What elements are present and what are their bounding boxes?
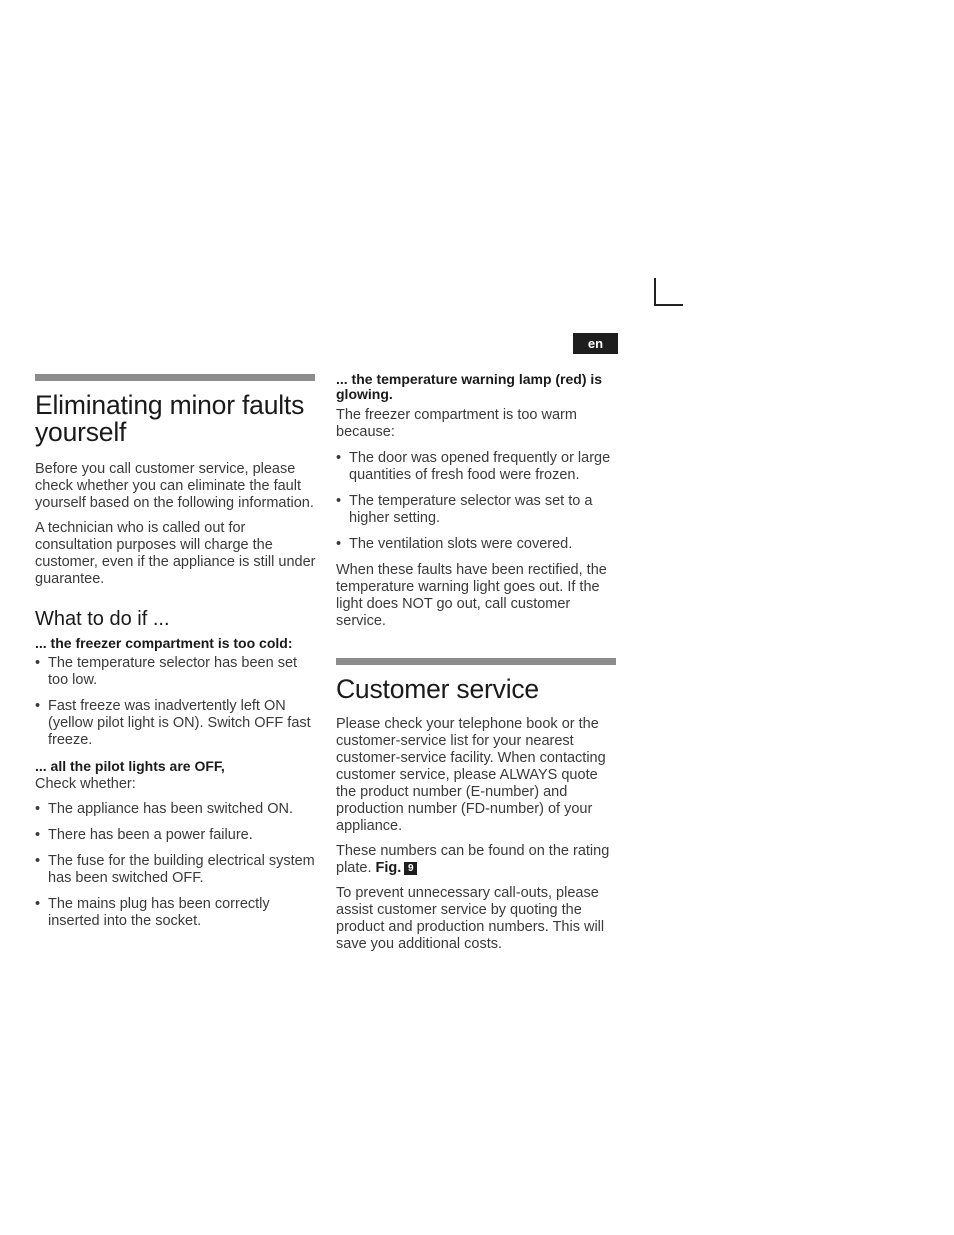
list-item: • There has been a power failure. bbox=[35, 827, 318, 844]
warning-lamp-list bbox=[336, 450, 618, 553]
list-item: • The door was opened frequently or large quantities of fresh food were frozen. bbox=[336, 450, 618, 484]
intro-paragraph-1: Before you call customer service, please check whether you can eliminate the fault yourself based on the following information. bbox=[35, 461, 314, 511]
customer-service-paragraph-1: Please check your telephone book or the customer-service list for your nearest customer-service facility. When contacting customer service, please ALWAYS quote the product number (E-number) and production number (FD-number) of your appliance. bbox=[336, 716, 606, 834]
section-rule bbox=[35, 374, 315, 381]
list-item: • Fast freeze was inadvertently left ON (yellow pilot light is ON). Switch OFF fast freeze. bbox=[35, 698, 318, 749]
language-tab: en bbox=[573, 333, 618, 354]
figure-number-badge: 9 bbox=[404, 862, 417, 875]
intro-paragraph-2: A technician who is called out for consultation purposes will charge the customer, even if the appliance is still under guarantee. bbox=[35, 520, 316, 587]
list-item: • The ventilation slots were covered. bbox=[336, 536, 618, 553]
list-item: • The temperature selector was set to a higher setting. bbox=[336, 493, 618, 527]
customer-service-paragraph-3: To prevent unnecessary call-outs, please assist customer service by quoting the product and production numbers. This will save you additional costs. bbox=[336, 885, 605, 952]
list-item: • The temperature selector has been set too low. bbox=[35, 655, 318, 689]
check-whether-lead: Check whether: bbox=[35, 776, 136, 792]
crop-mark-vertical bbox=[654, 278, 656, 306]
section-title-faults: Eliminating minor faults yourself bbox=[35, 390, 305, 447]
case-heading-too-cold: ... the freezer compartment is too cold: bbox=[35, 635, 293, 651]
crop-mark-horizontal bbox=[654, 304, 683, 306]
too-cold-list bbox=[35, 655, 318, 749]
list-item: • The appliance has been switched ON. bbox=[35, 801, 318, 818]
left-column bbox=[35, 374, 318, 939]
list-item: • The fuse for the building electrical system has been switched OFF. bbox=[35, 853, 318, 887]
pilot-lights-list bbox=[35, 801, 318, 930]
case-heading-pilot-lights-off: ... all the pilot lights are OFF, bbox=[35, 758, 225, 774]
list-item: • The mains plug has been correctly inserted into the socket. bbox=[35, 896, 318, 930]
warning-lamp-outro: When these faults have been rectified, the temperature warning light goes out. If the light does NOT go out, call customer service. bbox=[336, 562, 607, 629]
section-title-customer-service: Customer service bbox=[336, 674, 539, 704]
case-heading-warning-lamp: ... the temperature warning lamp (red) is glowing. bbox=[336, 371, 603, 402]
subtitle-what-to-do: What to do if ... bbox=[35, 608, 170, 630]
rating-plate-text: These numbers can be found on the rating plate. bbox=[336, 843, 610, 876]
customer-service-paragraph-2 bbox=[336, 843, 618, 877]
warning-lamp-lead: The freezer compartment is too warm because: bbox=[336, 407, 577, 440]
section-rule bbox=[336, 658, 616, 665]
right-column bbox=[336, 372, 618, 961]
figure-reference: Fig. bbox=[375, 860, 402, 876]
